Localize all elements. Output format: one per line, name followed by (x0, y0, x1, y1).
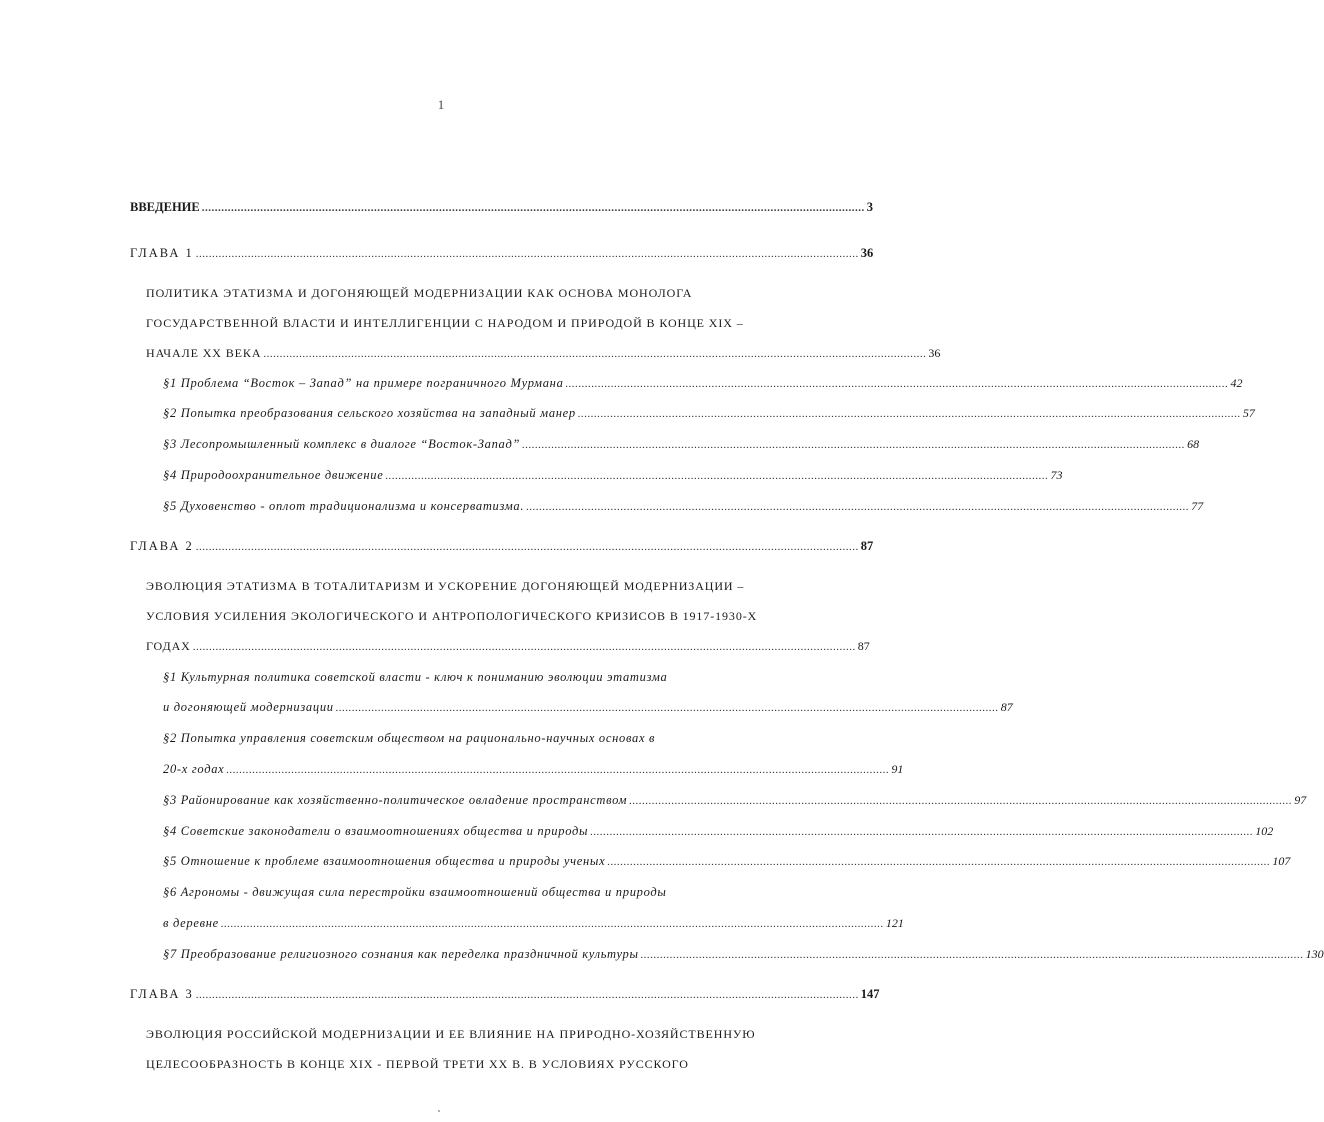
chapter-1-title-last: НАЧАЛЕ XX ВЕКА (146, 346, 262, 360)
toc-section (163, 916, 904, 931)
chapter-2-title-line-2: УСЛОВИЯ УСИЛЕНИЯ ЭКОЛОГИЧЕСКОГО И АНТРОПОЛОГИЧЕСКОГО КРИЗИСОВ В 1917-1930-Х (146, 609, 758, 623)
chapter-1-title-line-2: ГОСУДАРСТВЕННОЙ ВЛАСТИ И ИНТЕЛЛИГЕНЦИИ С НАРОДОМ И ПРИРОДОЙ В КОНЦЕ XIX – (146, 316, 744, 330)
dot-leader: ............................................................................................................................................................................................................ (640, 949, 1304, 961)
dot-leader: ............................................................................................................................................................................................................ (577, 408, 1241, 420)
section-title: §1 Проблема “Восток – Запад” на примере пограничного Мурмана (163, 376, 564, 390)
dot-leader: ............................................................................................................................................................................................................ (195, 541, 859, 553)
dot-leader: ............................................................................................................................................................................................................ (565, 378, 1229, 390)
chapter-3-title-line-1: ЭВОЛЮЦИЯ РОССИЙСКОЙ МОДЕРНИЗАЦИИ И ЕЕ ВЛИЯНИЕ НА ПРИРОДНО-ХОЗЯЙСТВЕННУЮ (146, 1027, 756, 1041)
intro-title: ВВЕДЕНИЕ (130, 200, 200, 214)
chapter-3-title-line-2: ЦЕЛЕСООБРАЗНОСТЬ В КОНЦЕ XIX - ПЕРВОЙ ТРЕТИ XX В. В УСЛОВИЯХ РУССКОГО (146, 1057, 689, 1071)
dot-leader: ............................................................................................................................................................................................................ (220, 918, 884, 930)
section-title: §7 Преобразование религиозного сознания как переделка праздничной культуры (163, 947, 639, 961)
chapter-1-page: 36 (860, 246, 874, 260)
section-title-line-1: §1 Культурная политика советской власти - ключ к пониманию эволюции этатизма (163, 670, 668, 684)
chapter-3-page: 147 (860, 987, 880, 1001)
dot-leader: ............................................................................................................................................................................................................ (590, 826, 1254, 838)
toc-section (163, 376, 1243, 391)
chapter-2-title-page: 87 (857, 639, 870, 653)
toc-entry-chapter-1 (130, 246, 874, 261)
section-title: §4 Природоохранительное движение (163, 468, 384, 482)
toc-section (163, 437, 1200, 452)
toc-entry-chapter-3 (130, 987, 880, 1002)
chapter-3-heading: ГЛАВА 3 (130, 987, 194, 1001)
toc-section (163, 824, 1274, 839)
section-page: 57 (1242, 406, 1255, 420)
toc-section (163, 762, 904, 777)
chapter-1-heading: ГЛАВА 1 (130, 246, 194, 260)
chapter-1-title-line-1: ПОЛИТИКА ЭТАТИЗМА И ДОГОНЯЮЩЕЙ МОДЕРНИЗАЦИИ КАК ОСНОВА МОНОЛОГА (146, 286, 693, 300)
chapter-2-title-line-3 (146, 639, 870, 654)
toc-section (163, 793, 1307, 808)
section-title-line-1: §2 Попытка управления советским обществом на рационально-научных основах в (163, 731, 656, 745)
toc-section (163, 499, 1204, 514)
toc-section (163, 854, 1291, 869)
toc-section (163, 406, 1255, 421)
section-page: 68 (1187, 437, 1200, 451)
dot-leader: ............................................................................................................................................................................................................ (629, 795, 1293, 807)
section-page: 107 (1272, 854, 1291, 868)
section-title: и догоняющей модернизации (163, 700, 334, 714)
toc-entry-chapter-2 (130, 539, 874, 554)
dot-leader: ............................................................................................................................................................................................................ (201, 202, 865, 214)
section-page: 73 (1050, 468, 1063, 482)
chapter-1-title-line-3 (146, 346, 941, 361)
section-title: §3 Районирование как хозяйственно-политическое овладение пространством (163, 793, 628, 807)
section-title: 20-х годах (163, 762, 225, 776)
scan-speck (438, 1110, 440, 1112)
toc-entry-intro (130, 200, 873, 215)
dot-leader: ............................................................................................................................................................................................................ (385, 470, 1049, 482)
section-title: §4 Советские законодатели о взаимоотношениях общества и природы (163, 824, 589, 838)
toc-section (163, 947, 1324, 962)
dot-leader: ............................................................................................................................................................................................................ (607, 856, 1271, 868)
section-title: §5 Духовенство - оплот традиционализма и консерватизма. (163, 499, 525, 513)
intro-page: 3 (866, 200, 873, 214)
chapter-2-page: 87 (860, 539, 874, 553)
chapter-2-heading: ГЛАВА 2 (130, 539, 194, 553)
section-title-line-1: §6 Агрономы - движущая сила перестройки взаимоотношений общества и природы (163, 885, 667, 899)
page-number: 1 (437, 97, 445, 112)
section-page: 42 (1230, 376, 1243, 390)
section-page: 130 (1305, 947, 1324, 961)
section-page: 102 (1255, 824, 1274, 838)
dot-leader: ............................................................................................................................................................................................................ (335, 702, 999, 714)
chapter-2-title-line-1: ЭВОЛЮЦИЯ ЭТАТИЗМА В ТОТАЛИТАРИЗМ И УСКОРЕНИЕ ДОГОНЯЮЩЕЙ МОДЕРНИЗАЦИИ – (146, 579, 745, 593)
section-page: 87 (1000, 700, 1013, 714)
dot-leader: ............................................................................................................................................................................................................ (195, 248, 859, 260)
section-title: §5 Отношение к проблеме взаимоотношения общества и природы ученых (163, 854, 606, 868)
section-page: 91 (891, 762, 904, 776)
toc-section (163, 700, 1013, 715)
dot-leader: ............................................................................................................................................................................................................ (522, 439, 1186, 451)
dot-leader: ............................................................................................................................................................................................................ (195, 989, 859, 1001)
dot-leader: ............................................................................................................................................................................................................ (226, 764, 890, 776)
chapter-2-title-last: ГОДАХ (146, 639, 191, 653)
section-title: в деревне (163, 916, 219, 930)
dot-leader: ............................................................................................................................................................................................................ (526, 501, 1190, 513)
section-title: §2 Попытка преобразования сельского хозяйства на западный манер (163, 406, 576, 420)
toc-section (163, 468, 1063, 483)
section-page: 121 (885, 916, 904, 930)
dot-leader: ............................................................................................................................................................................................................ (263, 348, 927, 360)
section-title: §3 Лесопромышленный комплекс в диалоге “Восток-Запад” (163, 437, 521, 451)
chapter-1-title-page: 36 (928, 346, 941, 360)
section-page: 77 (1191, 499, 1204, 513)
section-page: 97 (1294, 793, 1307, 807)
dot-leader: ............................................................................................................................................................................................................ (192, 641, 856, 653)
